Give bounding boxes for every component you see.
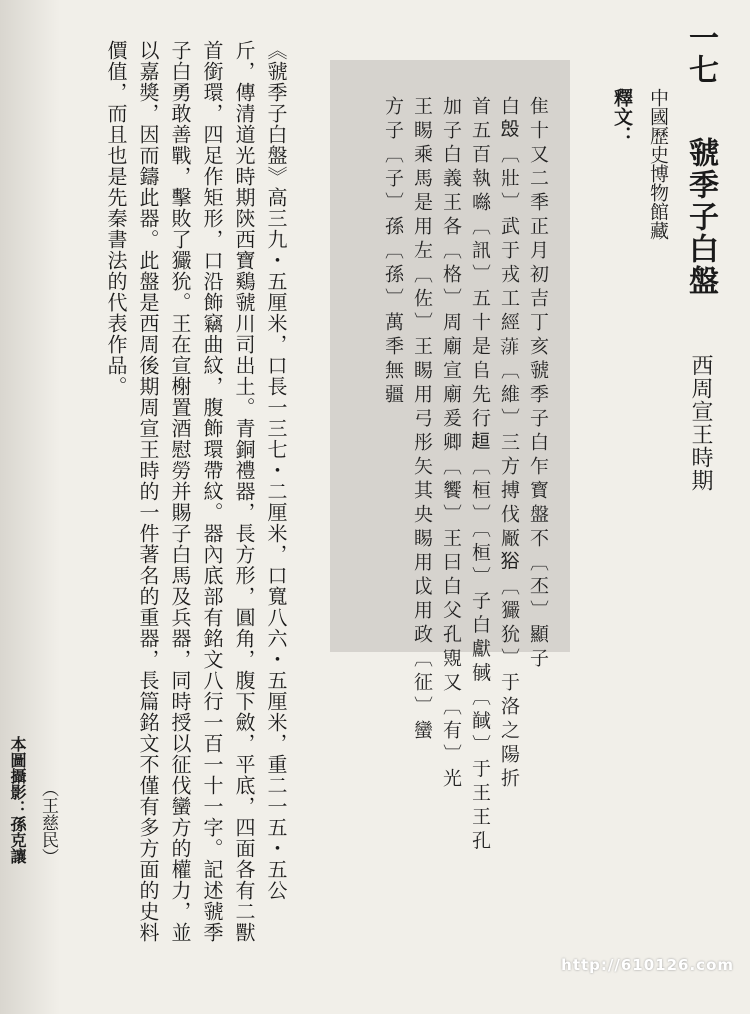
transcription-line: 加子白義王各〔格〕周廟宣廟爰卿〔饗〕王曰白父孔覭又〔有〕光: [440, 96, 462, 792]
description-line: 首銜環，四足作矩形，口沿飾竊曲紋，腹飾環帶紋。器內底部有銘文八行一百一十一字。記述虢季: [200, 40, 224, 943]
description-line: 子白勇敢善戰，擊敗了玁狁。王在宣榭置酒慰勞并賜子白馬及兵器，同時授以征伐蠻方的權力，並: [168, 40, 192, 943]
transcription-line: 首五百執噝〔訊〕五十是𠂤先行𧻚〔桓〕〔桓〕子白獻戫〔馘〕于王王孔: [469, 96, 491, 855]
transcription-line: 方子〔子〕孫〔孫〕萬秊無疆: [382, 96, 404, 408]
transcription-line: 白𣪕〔壯〕武于戎工經𦸪〔維〕三方搏伐厰𤞞〔玁狁〕于洛之陽折: [498, 96, 520, 792]
collection-label: 中國歷史博物館藏: [647, 88, 669, 240]
era-label: 西周宣王時期: [688, 354, 713, 492]
inscription-transcription-panel: [330, 60, 570, 855]
description-line: 以嘉獎，因而鑄此器。此盤是西周後期周宣王時的一件著名的重器，長篇銘文不僅有多方面的史料: [136, 40, 160, 943]
transcription-line: 隹十又二秊正月初吉丁亥虢季子白乍寳盤不〔丕〕顯子: [527, 96, 549, 672]
transcription-line: 王睗乘馬是用左〔佐〕王睗用弓彤矢其央睗用戉用政〔征〕蠻: [411, 96, 433, 744]
photo-credit: 本圖攝影：孫克讓: [8, 736, 27, 864]
site-watermark: http://610126.com: [561, 956, 734, 974]
item-number: 一七: [683, 22, 718, 86]
description-line: 價值，而且也是先秦書法的代表作品。: [104, 40, 128, 397]
page-title: [678, 22, 722, 492]
transcription-label: 釋文：: [611, 88, 633, 145]
author-signature: （王慈民）: [38, 780, 58, 865]
artifact-title: 虢季子白盤: [683, 137, 718, 297]
description-line: 《虢季子白盤》高三九・五厘米，口長一三七・二厘米，口寬八六・五厘米，重二一五・五公: [264, 40, 288, 901]
description-line: 斤，傳清道光時期陝西寶鷄虢川司出土。青銅禮器，長方形，圓角，腹下斂，平底，四面各有二獸: [232, 40, 256, 943]
